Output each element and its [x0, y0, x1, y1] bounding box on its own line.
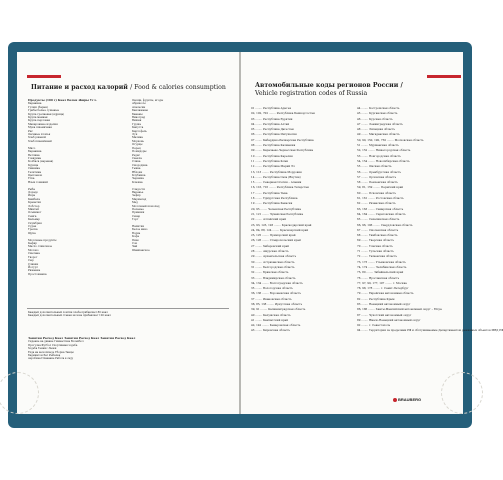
region-row: 33 ........ Владимирская область — [251, 275, 296, 280]
region-row: 11 ........ Республика Коми — [251, 158, 289, 163]
left-page — [17, 52, 239, 414]
table-row: Макаронные изделия — [28, 122, 58, 126]
region-row: 06 ........ Республика Ингушетия — [251, 132, 297, 137]
region-row: 48 ........ Липецкая область — [357, 127, 395, 132]
region-row: 04 ........ Республика Алтай — [251, 121, 290, 126]
table-row: Бананы — [132, 112, 143, 116]
region-row: 19 ........ Республика Хакасия — [251, 201, 293, 206]
table-row: Мед — [132, 201, 138, 205]
table-row: Рис — [28, 129, 33, 133]
table-row: Напитки — [132, 225, 145, 229]
region-row: 92 ........ г. Севастополь — [357, 323, 391, 328]
region-row: 61, 161 ........ Ростовская область — [357, 196, 404, 201]
activity-table — [28, 337, 228, 361]
table-row: Перец — [132, 146, 141, 150]
table-row: Говядина — [28, 156, 41, 160]
table-row: Клюква — [132, 180, 143, 184]
table-row: Морковь — [132, 139, 144, 143]
table-row: Минтай — [28, 208, 39, 211]
region-row: 72 ........ Тюменская область — [357, 254, 397, 259]
region-row: 44 ........ Костромская область — [357, 106, 400, 110]
region-row: 78, 98, 178 ........ г. Санкт-Петербург — [357, 286, 409, 291]
table-row: Сладости — [132, 187, 145, 191]
region-row: 01 ........ Республика Адыгея — [251, 106, 292, 110]
region-row: 09 ........ Карачаево-Черкесская Республика — [251, 148, 314, 153]
table-row: Баранина — [28, 102, 42, 106]
region-row: 27 ........ Хабаровский край — [251, 243, 289, 248]
table-row: Баклажаны — [132, 109, 148, 113]
region-row: 13, 113 ........ Республика Мордовия — [251, 169, 302, 174]
table-row: Кофе — [132, 235, 140, 239]
table-row: Молочный шоколад — [132, 204, 160, 208]
region-row: 18 ........ Удмуртская Республика — [251, 196, 298, 201]
region-row: 55 ........ Омская область — [357, 164, 392, 169]
table-row: Пиво — [132, 238, 140, 242]
region-row: 28 ........ Амурская область — [251, 249, 289, 254]
region-row: 36, 136 ........ Воронежская область — [251, 291, 301, 296]
table-row: Кальмар — [28, 218, 40, 222]
table-row: Рыба — [28, 187, 35, 191]
table-row: Творог — [28, 255, 38, 259]
region-row: 66, 96, 196 ........ Свердловская область — [357, 222, 413, 227]
table-row: Чай — [132, 245, 138, 249]
activity-row: Езда на велосипеде Уборка Танцы — [28, 350, 74, 354]
table-row: Молоко — [28, 248, 39, 252]
table-row: Грибы белые сушеные — [28, 109, 59, 113]
right-page — [241, 52, 503, 414]
activity-row: Бадминтон Бег Рыбалка — [28, 354, 61, 358]
region-row: 47 ........ Ленинградская область — [357, 121, 403, 126]
region-row: 63, 163 ........ Самарская область — [357, 206, 404, 211]
region-row: 68 ........ Тамбовская область — [357, 233, 398, 238]
table-row: Кефир — [28, 242, 37, 246]
region-row: 71 ........ Тульская область — [357, 249, 394, 254]
food-table-left — [28, 99, 126, 276]
regions-column-left — [251, 106, 353, 334]
region-row: 17 ........ Республика Тыва — [251, 190, 288, 195]
table-row: Телятина — [28, 170, 41, 174]
region-row: 02, 102, 702 ........ Республика Башкортостан — [251, 111, 315, 116]
table-row: Овсяные хлопья — [28, 133, 51, 137]
table-row: Хлеб пшеничный — [28, 139, 52, 143]
region-row: 41 ........ Камчатский край — [251, 317, 289, 322]
table-row: Сок — [132, 242, 138, 246]
table-row: Скумбрия — [28, 221, 42, 225]
table-row: Утка — [28, 177, 35, 181]
left-page-title: Питание и расход калорий / Food & calories consumption — [31, 84, 226, 91]
region-row: 37 ........ Ивановская область — [251, 296, 292, 301]
table-row: Помидоры — [132, 150, 147, 154]
region-row: 32 ........ Брянская область — [251, 270, 289, 275]
region-row: 67 ........ Смоленская область — [357, 227, 399, 232]
stitch-mark-right — [441, 372, 483, 414]
region-row: 53 ........ Новгородская область — [357, 153, 401, 158]
table-row: Тыква — [132, 167, 141, 171]
table-row: Креветки — [28, 201, 41, 205]
table-row: Редис — [132, 153, 141, 157]
region-row: 42, 142 ........ Кемеровская область — [251, 323, 301, 328]
region-row: 10 ........ Республика Карелия — [251, 153, 293, 158]
table-row: Крупа перловая — [28, 119, 51, 123]
region-row: 87 ........ Чукотский автономный округ — [357, 312, 412, 317]
region-row: 83 ........ Ненецкий автономный округ — [357, 301, 411, 306]
region-row: 49 ........ Магаданская область — [357, 132, 400, 137]
table-row: Йогурт — [28, 265, 38, 269]
region-row: 65 ........ Сахалинская область — [357, 217, 400, 222]
table-row: Мясо — [28, 146, 36, 150]
table-row: Зефир — [132, 194, 141, 198]
region-row: 59, 81, 159 ........ Пермский край — [357, 185, 404, 190]
table-row: Масло сливочное — [28, 245, 53, 249]
region-row: 94 ........ Территории за пределами РФ и обслуживаемые Департаментом режимных объектов МВД РФ — [357, 328, 503, 333]
food-table-right — [132, 99, 230, 252]
table-row: Черника — [132, 177, 144, 181]
region-row: 57 ........ Орловская область — [357, 174, 397, 179]
region-row: 03 ........ Республика Бурятия — [251, 116, 293, 121]
table-row: Белое вино — [132, 228, 148, 232]
region-row: 77, 97, 99, 177, 197 ........ г. Москва — [357, 280, 407, 285]
region-row: 79 ........ Еврейская автономная область — [357, 291, 414, 296]
region-row: 26, 126 ........ Ставропольский край — [251, 238, 301, 243]
table-row: Свинина — [28, 167, 40, 171]
table-row: Крупа гречневая (ядрица) — [28, 112, 65, 116]
region-row: 40 ........ Калужская область — [251, 312, 291, 317]
region-row: 46 ........ Курская область — [357, 116, 393, 121]
table-row: Щука — [28, 231, 36, 235]
activity-row: Ходьба Теннис Лыжи — [28, 347, 57, 351]
activity-row: Прогулка Футбол Спортивная ходьба — [28, 343, 78, 347]
region-row: 52, 152 ........ Нижегородская область — [357, 148, 411, 153]
regions-column-right — [357, 106, 503, 334]
region-row: 69 ........ Тверская область — [357, 238, 394, 243]
title-accent — [27, 75, 61, 78]
table-row: Крупа манная — [28, 116, 48, 120]
table-row: Огурцы — [132, 143, 143, 147]
table-row: Слива — [132, 160, 141, 164]
region-row: 14 ........ Республика Саха (Якутия) — [251, 174, 301, 179]
table-row: Цыпленок — [28, 173, 43, 177]
table-row: Овощи, фрукты, ягоды — [132, 99, 164, 102]
region-row: 16, 116, 716 ........ Республика Татарстан — [251, 185, 309, 190]
table-row: Шампанское — [132, 248, 150, 252]
table-row: Язык говяжий — [28, 180, 48, 184]
table-row: Картофель — [132, 129, 147, 133]
region-row: 22 ........ Алтайский край — [251, 217, 287, 222]
table-row: Малина — [132, 136, 143, 140]
table-row: Капуста — [132, 126, 144, 130]
region-row: 12 ........ Республика Марий Эл — [251, 164, 295, 169]
region-row: 60 ........ Псковская область — [357, 190, 396, 195]
table-row: Судак — [28, 225, 37, 229]
table-row: Осьминог — [28, 211, 42, 215]
table-header: Продукты (100 г) Ккал Белки Жиры Угл. — [28, 98, 97, 102]
table-row: Клубника — [132, 173, 146, 177]
table-row: Икра — [28, 194, 36, 198]
table-row: Абрикосы — [132, 102, 146, 106]
region-row: 70 ........ Томская область — [357, 243, 393, 248]
region-row: 23, 93, 123, 193 ........ Краснодарский край — [251, 222, 312, 227]
table-row: Апельсин — [132, 105, 146, 109]
region-row: 89 ........ Ямало-Ненецкий автономный округ — [357, 317, 421, 322]
table-row: Хлеб ржаной — [28, 136, 47, 140]
stitch-mark — [0, 372, 39, 414]
region-row: 21, 121 ........ Чувашская Республика — [251, 211, 304, 216]
region-row: 62 ........ Рязанская область — [357, 201, 396, 206]
activity-row: Сидение на диване Гимнастика Волейбол — [28, 340, 84, 344]
table-row: Смородина — [132, 163, 148, 167]
region-row: 07 ........ Кабардино-Балкарская Республика — [251, 137, 314, 142]
region-row: 30 ........ Астраханская область — [251, 259, 295, 264]
divider — [27, 308, 229, 309]
region-row: 20, 95 ........ Чеченская Республика — [251, 206, 301, 211]
table-row: Торт — [132, 218, 139, 222]
brand-logo: BRAUBERG — [393, 397, 421, 402]
region-row: 05 ........ Республика Дагестан — [251, 127, 294, 132]
table-row: Сливки — [28, 262, 39, 266]
region-row: 51 ........ Мурманская область — [357, 143, 399, 148]
table-row: Сыр — [28, 259, 34, 263]
region-row: 31 ........ Белгородская область — [251, 264, 295, 269]
table-row: Водка — [132, 231, 141, 235]
table-row: Свекла — [132, 156, 142, 160]
table-row: Гуляш (баран) — [28, 105, 48, 109]
region-row: 29 ........ Архангельская область — [251, 254, 297, 259]
region-row: 74, 174 ........ Челябинская область — [357, 264, 407, 269]
region-row: 82 ........ Республика Крым — [357, 296, 395, 301]
region-row: 58 ........ Пензенская область — [357, 180, 398, 185]
table-row: Мука пшеничная — [28, 126, 52, 130]
table-row: Яблоки — [132, 170, 143, 174]
table-row: Печенье — [132, 208, 144, 211]
table-row: Семга — [28, 214, 37, 218]
table-row: Варенье — [132, 190, 144, 194]
table-row: Треска — [28, 228, 38, 232]
region-row: 54, 154 ........ Новосибирская область — [357, 158, 410, 163]
region-row: 34, 134 ........ Волгоградская область — [251, 280, 303, 285]
region-row: 08 ........ Республика Калмыкия — [251, 143, 296, 148]
activity-row: Аэробика Плавание Работа в саду — [28, 357, 74, 361]
table-row: Дорадо — [28, 190, 39, 194]
table-row: Молочные продукты — [28, 238, 57, 242]
region-row: 38, 85, 138 ........ Иркутская область — [251, 301, 303, 306]
table-row: Колбаса (вареная) — [28, 160, 54, 164]
table-row: Виноград — [132, 116, 146, 120]
table-row: Ряженка — [28, 269, 41, 273]
region-row: 86, 186 ........ Ханты-Мансийский автономный округ – Югра — [357, 307, 442, 312]
activity-header: Занятия Расход Ккал Занятия Расход Ккал Занятия Расход Ккал — [28, 336, 136, 340]
region-row: 35 ........ Вологодская область — [251, 286, 293, 291]
region-row: 45 ........ Курганская область — [357, 111, 398, 116]
table-row: Груша — [132, 122, 141, 126]
region-row: 75, 80 ........ Забайкальский край — [357, 270, 404, 275]
right-page-title: Автомобильные коды регионов России / Vehicle registration codes of Russia — [255, 82, 403, 97]
table-row: Курица — [28, 163, 39, 167]
title-accent-right — [427, 75, 461, 78]
table-row: Баранина — [28, 150, 42, 154]
region-row: 76 ........ Ярославская область — [357, 275, 400, 280]
table-row: Лобстер — [28, 204, 40, 208]
region-row: 39, 91 ........ Калининградская область — [251, 307, 306, 312]
region-row: 50, 90, 150, 190, 750 ........ Московская область — [357, 137, 424, 142]
region-row: 64, 164 ........ Саратовская область — [357, 211, 406, 216]
table-row: Сметана — [28, 252, 40, 256]
table-row: Камбала — [28, 197, 40, 201]
region-row: 24, 84, 88, 124 ........ Красноярский край — [251, 227, 309, 232]
region-row: 25, 125 ........ Приморский край — [251, 233, 296, 238]
table-row: Простокваша — [28, 272, 47, 276]
table-row: Пряники — [132, 211, 145, 215]
calorie-notes: Каждый дополнительный ломтик хлеба прибавляет 80 ккал Каждый дополнительный стакан молока прибавляет 120 ккал — [28, 311, 111, 318]
table-row: Сахар — [132, 214, 141, 218]
region-row: 56 ........ Оренбургская область — [357, 169, 401, 174]
table-row: Лук — [132, 133, 138, 137]
region-row: 15 ........ Северная Осетия – Алания — [251, 180, 302, 185]
region-row: 43 ........ Кировская область — [251, 328, 291, 333]
region-row: 73, 173 ........ Ульяновская область — [357, 259, 406, 264]
table-row: Вишня — [132, 119, 142, 123]
table-row: Ветчина — [28, 153, 40, 157]
table-row: Мармелад — [132, 197, 147, 201]
